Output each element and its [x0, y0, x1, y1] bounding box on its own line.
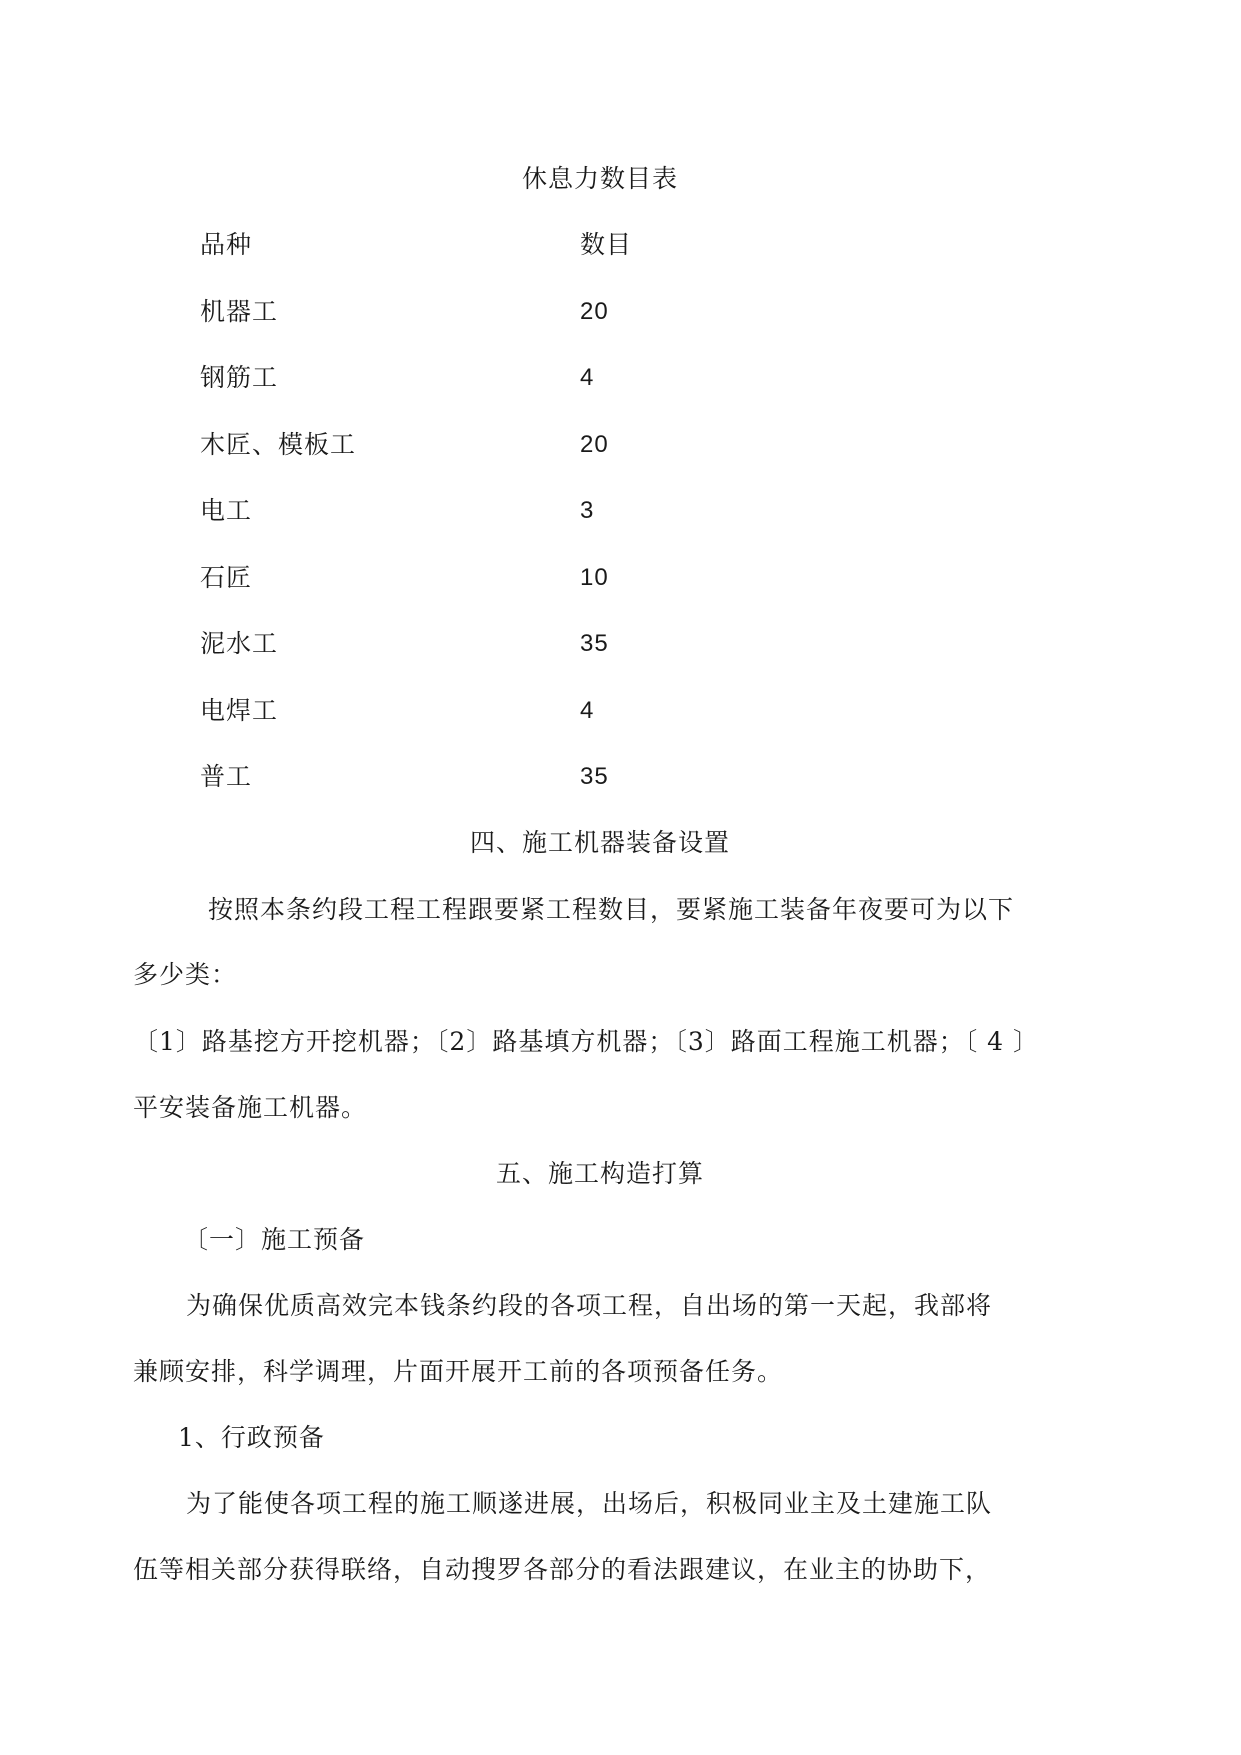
paragraph-line: 伍等相关部分获得联络，自动搜罗各部分的看法跟建议，在业主的协助下，	[133, 1555, 992, 1584]
paragraph-line: 多少类：	[133, 960, 238, 989]
table-title: 休息力数目表	[521, 164, 678, 193]
subsection-heading: 〔一〕施工预备	[183, 1225, 366, 1254]
paragraph-line: 按照本条约段工程工程跟要紧工程数目，要紧施工装备年夜要可为以下	[208, 895, 1015, 924]
table-cell-kind: 泥水工	[200, 629, 279, 658]
table-header-kind: 品种	[200, 230, 253, 259]
paragraph-line: 〔1〕路基挖方开挖机器；〔2〕路基填方机器；〔3〕路面工程施工机器；〔 4 〕	[133, 1027, 1040, 1056]
table-cell-count: 4	[580, 364, 595, 391]
table-cell-kind: 电工	[200, 496, 253, 525]
table-cell-count: 20	[580, 431, 609, 458]
table-cell-count: 35	[580, 630, 609, 657]
paragraph-line: 为确保优质高效完本钱条约段的各项工程，自出场的第一天起，我部将	[186, 1291, 993, 1320]
paragraph-line: 为了能使各项工程的施工顺遂进展，出场后，积极同业主及土建施工队	[186, 1489, 993, 1518]
table-header-count: 数目	[580, 230, 633, 259]
table-cell-count: 35	[580, 763, 609, 790]
table-cell-kind: 钢筋工	[200, 363, 279, 392]
paragraph-line: 平安装备施工机器。	[133, 1093, 368, 1122]
subsection-heading: 1、行政预备	[178, 1423, 325, 1452]
section-heading: 四、施工机器装备设置	[469, 828, 730, 857]
table-cell-kind: 机器工	[200, 297, 279, 326]
table-cell-count: 20	[580, 298, 609, 325]
table-cell-kind: 电焊工	[200, 696, 279, 725]
section-heading: 五、施工构造打算	[495, 1159, 704, 1188]
table-cell-count: 4	[580, 697, 595, 724]
table-cell-count: 3	[580, 497, 595, 524]
table-cell-kind: 木匠、模板工	[200, 430, 357, 459]
table-cell-kind: 普工	[200, 762, 253, 791]
table-cell-kind: 石匠	[200, 563, 253, 592]
table-cell-count: 10	[580, 564, 609, 591]
paragraph-line: 兼顾安排，科学调理，片面开展开工前的各项预备任务。	[133, 1357, 784, 1386]
